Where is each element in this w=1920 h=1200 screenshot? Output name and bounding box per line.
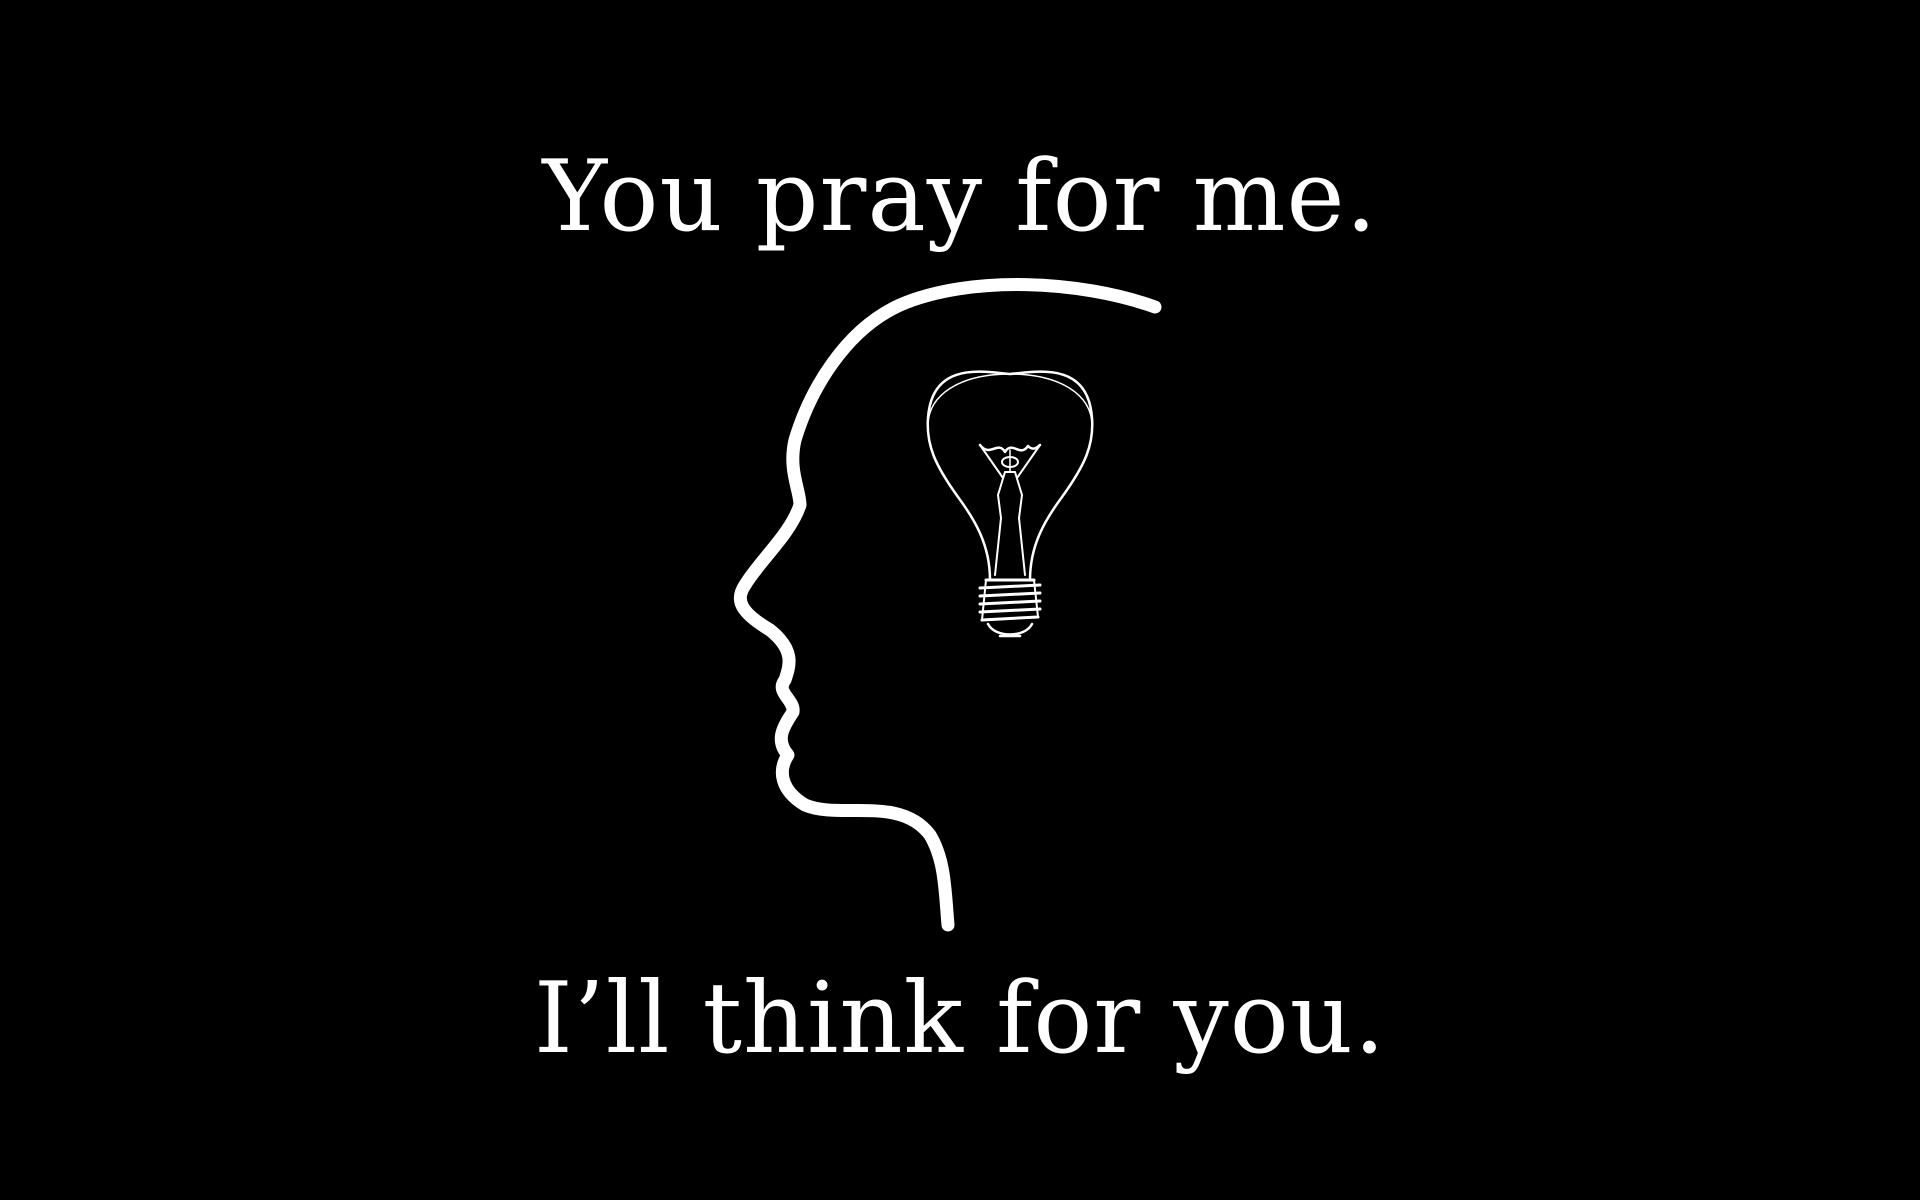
headline-top: You pray for me. <box>542 140 1378 254</box>
head-profile-outline-icon <box>740 285 1155 925</box>
headline-bottom: I’ll think for you. <box>533 962 1387 1076</box>
light-bulb-icon <box>928 372 1093 636</box>
